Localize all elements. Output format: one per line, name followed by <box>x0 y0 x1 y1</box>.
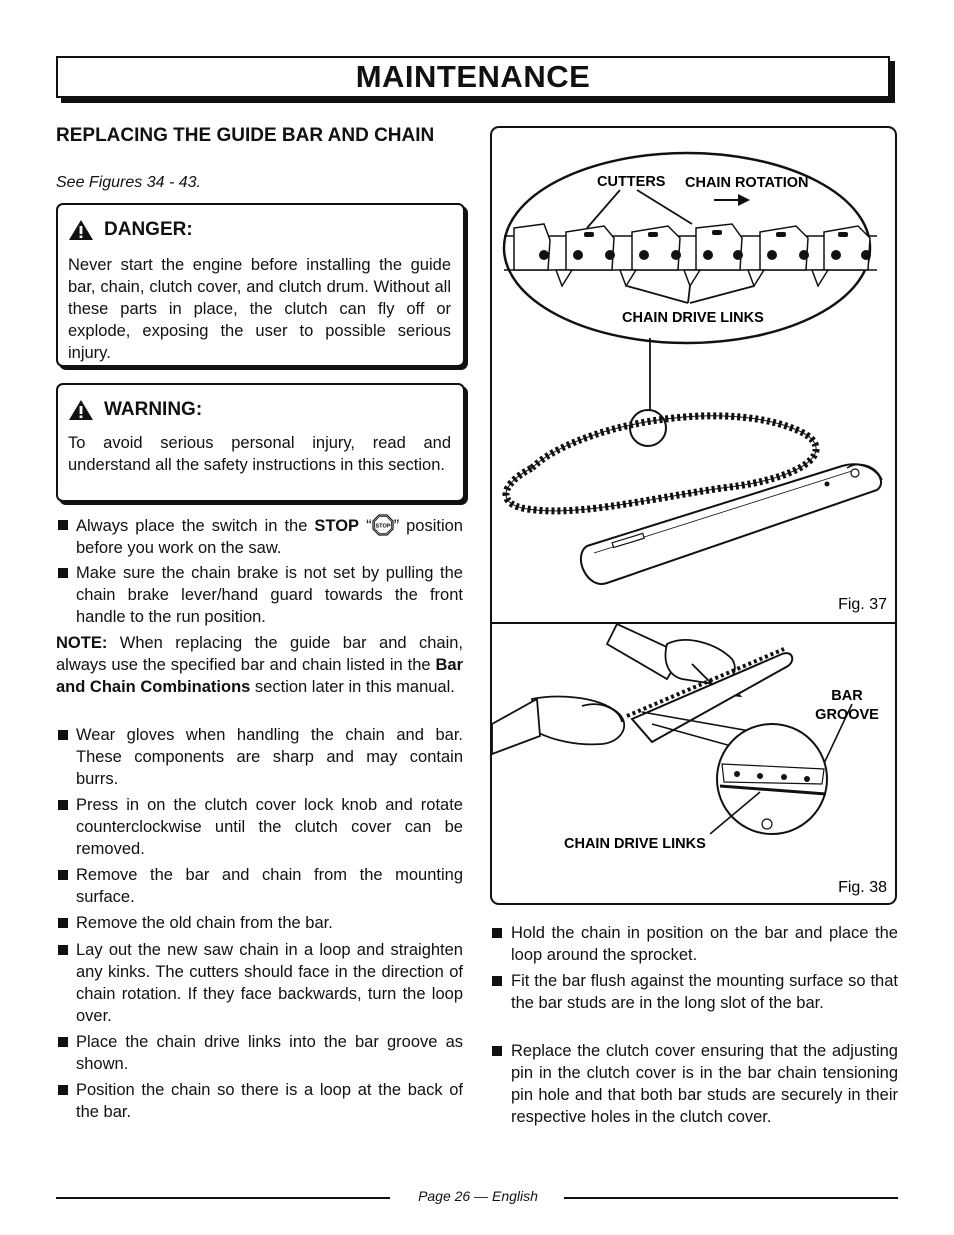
groove-label: GROOVE <box>815 707 879 723</box>
bullet-text: Replace the clutch cover ensuring that the adjusting pin in the clutch cover is in the bar chain tensioning pin hole and that both bar studs are securely in their respective holes in the clutch cover. <box>511 1042 898 1126</box>
bullet-text: Remove the bar and chain from the mounting surface. <box>76 866 463 906</box>
bullet-square-icon <box>492 976 502 986</box>
bullet-lay-out-chain <box>56 939 463 1027</box>
warning-box <box>56 383 465 502</box>
note-text: section later in this manual. <box>250 678 455 696</box>
figure-38-illustration <box>492 624 895 903</box>
page-header-banner <box>56 56 890 98</box>
bullet-square-icon <box>58 870 68 880</box>
bullet-square-icon <box>58 945 68 955</box>
warning-text: To avoid serious personal injury, read and understand all the safety instructions in this section. <box>68 434 451 474</box>
warning-header <box>68 399 202 421</box>
bullet-text: Lay out the new saw chain in a loop and straighten any kinks. The cutters should face in the direction of chain rotation. If they face backwards, turn the loop over. <box>76 941 463 1025</box>
bullet-text: ” position before you work on the saw. <box>76 517 463 557</box>
stop-icon-text: STOP <box>375 523 391 530</box>
footer-rule-left <box>56 1197 390 1199</box>
bullet-replace-cover <box>490 1040 898 1128</box>
cutters-label: CUTTERS <box>597 174 666 190</box>
bullet-square-icon <box>58 800 68 810</box>
section-subtitle: See Figures 34 - 43. <box>56 174 201 191</box>
figure-37-illustration <box>492 128 895 621</box>
stop-bold-text: STOP <box>314 517 360 535</box>
warning-triangle-icon <box>68 399 94 421</box>
chain-drive-links-label: CHAIN DRIVE LINKS <box>622 310 764 326</box>
danger-text: Never start the engine before installing the guide bar, chain, clutch cover, and clutch drum. Without all these parts in place, the clutch can fly off or explode, exposing the user to possible serious injury. <box>68 256 451 362</box>
bullet-square-icon <box>58 918 68 928</box>
bullet-stop-switch <box>56 514 463 559</box>
section-title: REPLACING THE GUIDE BAR AND CHAIN <box>56 125 435 146</box>
bullet-remove-chain <box>56 912 463 934</box>
bar-label: BAR <box>831 688 863 704</box>
bullet-text: Fit the bar flush against the mounting surface so that the bar studs are in the long slot of the bar. <box>511 972 898 1012</box>
warning-label: WARNING: <box>104 399 203 420</box>
bullet-clutch-cover <box>56 794 463 860</box>
bullet-chain-brake <box>56 562 463 628</box>
fig37-caption: Fig. 37 <box>838 596 887 613</box>
bullet-text: Place the chain drive links into the bar groove as shown. <box>76 1033 463 1073</box>
chain-rotation-label: CHAIN ROTATION <box>685 175 809 191</box>
page-title: MAINTENANCE <box>355 59 591 94</box>
danger-box <box>56 203 465 367</box>
bullet-text: Position the chain so there is a loop at the back of the bar. <box>76 1081 463 1121</box>
magnifier-circle <box>630 410 666 446</box>
bullet-square-icon <box>492 1046 502 1056</box>
bullet-square-icon <box>58 730 68 740</box>
note-paragraph <box>56 632 463 698</box>
note-text: When replacing the guide bar and chain, always use the specified bar and chain listed in the <box>56 634 463 674</box>
note-bold-text: Bar and Chain Combinations <box>56 656 463 696</box>
chain-drive-links-label: CHAIN DRIVE LINKS <box>564 836 706 852</box>
groove-magnifier <box>717 724 827 834</box>
danger-label: DANGER: <box>104 219 193 240</box>
stop-octagon-icon <box>372 514 394 536</box>
bullet-square-icon <box>58 1037 68 1047</box>
bullet-text: Hold the chain in position on the bar and place the loop around the sprocket. <box>511 924 898 964</box>
bullet-text: “ <box>359 517 372 535</box>
bullet-hold-chain <box>490 922 898 966</box>
bullet-text: Press in on the clutch cover lock knob and rotate counterclockwise until the clutch cover can be removed. <box>76 796 463 858</box>
guide-bar <box>581 464 882 584</box>
note-label: NOTE: <box>56 634 108 652</box>
fig38-caption: Fig. 38 <box>838 879 887 896</box>
bullet-position-chain <box>56 1079 463 1123</box>
bullet-square-icon <box>58 520 68 530</box>
bullet-text: Remove the old chain from the bar. <box>76 914 333 932</box>
danger-header <box>68 219 193 241</box>
bullet-text: Make sure the chain brake is not set by pulling the chain brake lever/hand guard towards the front handle to the run position. <box>76 564 463 626</box>
warning-triangle-icon <box>68 219 94 241</box>
bullet-remove-bar <box>56 864 463 908</box>
page-footer: Page 26 — English <box>418 1188 538 1204</box>
bullet-text: Always place the switch in the <box>76 517 315 535</box>
bullet-square-icon <box>58 568 68 578</box>
bullet-square-icon <box>492 928 502 938</box>
bullet-text: Wear gloves when handling the chain and bar. These components are sharp and may contain burrs. <box>76 726 463 788</box>
bullet-square-icon <box>58 1085 68 1095</box>
footer-rule-right <box>564 1197 898 1199</box>
bullet-fit-bar <box>490 970 898 1014</box>
lower-hand <box>492 697 624 754</box>
bullet-drive-links <box>56 1031 463 1075</box>
bullet-gloves <box>56 724 463 790</box>
